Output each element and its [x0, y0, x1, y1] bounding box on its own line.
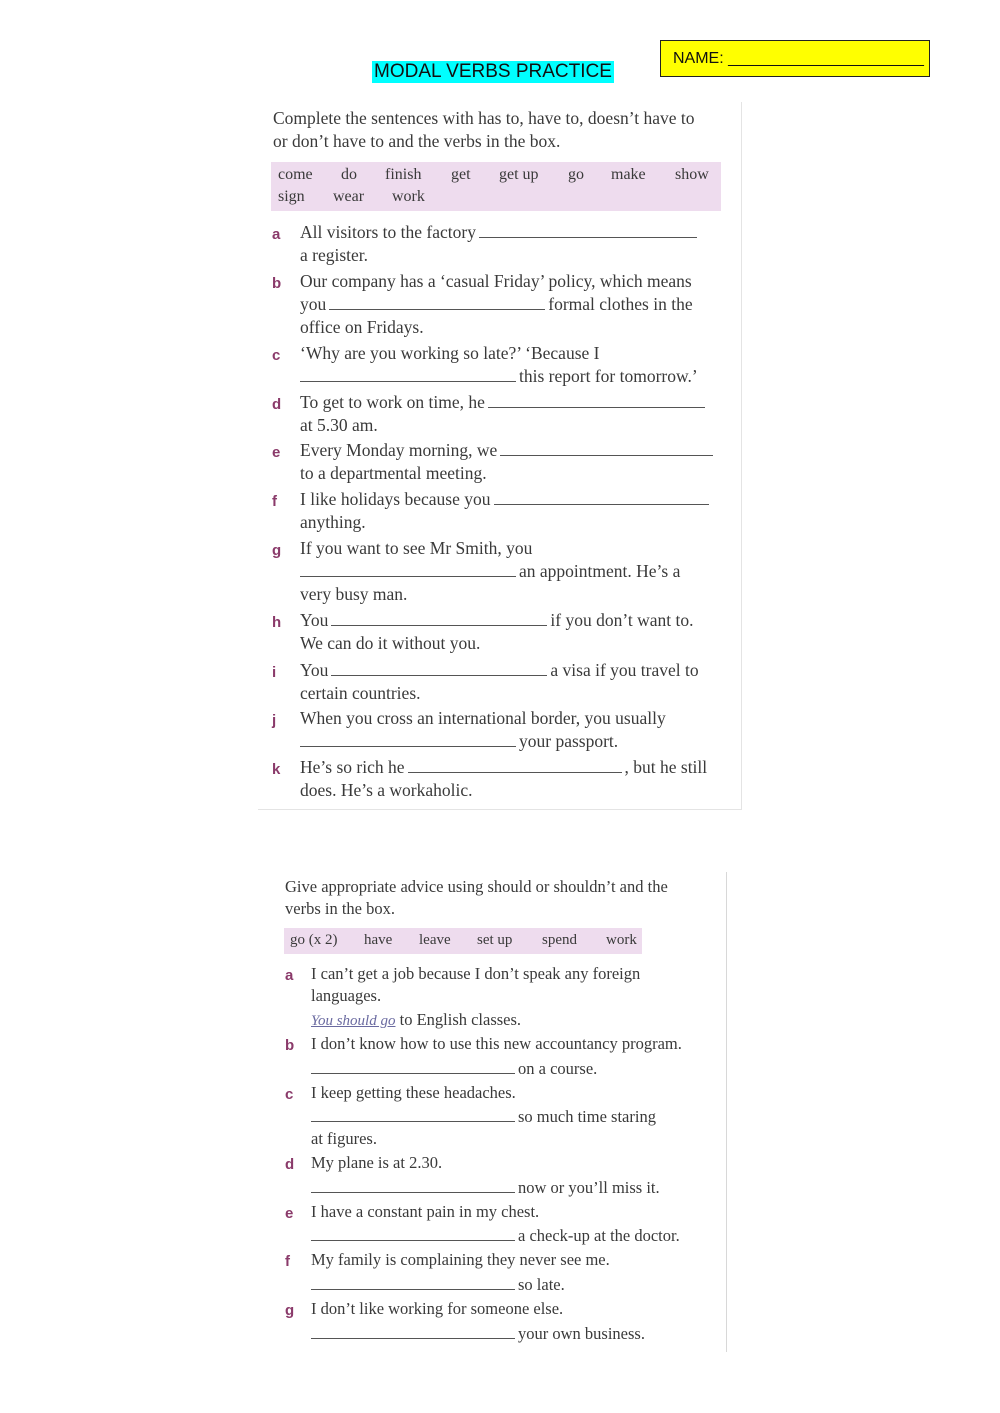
item-line — [300, 440, 716, 461]
item-text: When you cross an international border, you usually — [300, 708, 666, 728]
item-text: so much time staring — [518, 1107, 656, 1126]
answer-blank[interactable] — [300, 562, 516, 577]
item-line — [300, 757, 707, 778]
answer-blank[interactable] — [311, 1275, 515, 1290]
item-text: My family is complaining they never see me. — [311, 1250, 610, 1269]
box-word: work — [392, 188, 425, 205]
item-letter: b — [285, 1037, 295, 1054]
item-text: at 5.30 am. — [300, 415, 378, 435]
item-text: a check-up at the doctor. — [518, 1226, 680, 1245]
item-line — [311, 1275, 565, 1295]
item-text: to English classes. — [399, 1010, 522, 1029]
item-letter: d — [272, 396, 282, 413]
item-text: a register. — [300, 245, 369, 265]
item-text: Our company has a ‘casual Friday’ policy, which means — [300, 271, 692, 291]
box-word: set up — [477, 932, 513, 948]
item-line — [300, 561, 680, 582]
item-text: on a course. — [518, 1059, 598, 1078]
item-letter: f — [272, 493, 277, 510]
item-text: an appointment. He’s a — [519, 561, 681, 581]
item-letter: f — [285, 1253, 290, 1270]
box-word: show — [675, 166, 709, 183]
answer-blank[interactable] — [311, 1226, 515, 1241]
item-text: at figures. — [311, 1129, 377, 1148]
item-line — [300, 222, 700, 243]
answer-blank[interactable] — [311, 1107, 515, 1122]
box-word: leave — [419, 932, 451, 948]
answer-blank[interactable] — [494, 490, 709, 505]
item-line — [311, 1226, 680, 1246]
item-text: now or you’ll miss it. — [518, 1178, 660, 1197]
item-text: your passport. — [519, 731, 619, 751]
item-letter: e — [272, 444, 281, 461]
box-word: sign — [278, 188, 305, 205]
answer-blank[interactable] — [408, 758, 622, 773]
item-text: To get to work on time, he — [300, 392, 485, 412]
answer-blank[interactable] — [500, 441, 713, 456]
item-text: You — [300, 610, 329, 630]
item-letter: d — [285, 1156, 295, 1173]
instruction-line: Give appropriate advice using should or shouldn’t and the — [285, 877, 668, 896]
item-text: You — [300, 660, 329, 680]
item-letter: g — [285, 1302, 295, 1319]
example-answer: You should go — [311, 1013, 396, 1029]
page-title: MODAL VERBS PRACTICE — [374, 61, 612, 82]
item-text: ‘Why are you working so late?’ ‘Because I — [300, 343, 600, 363]
item-text: I have a constant pain in my chest. — [311, 1202, 540, 1221]
item-text: your own business. — [518, 1324, 645, 1343]
name-field[interactable]: NAME: ______________________ — [660, 40, 930, 77]
item-text: , but he still — [624, 757, 708, 777]
answer-blank[interactable] — [479, 223, 697, 238]
box-word: finish — [385, 166, 422, 183]
item-letter: i — [272, 664, 277, 681]
instruction-line: Complete the sentences with has to, have to, doesn’t have to — [273, 108, 695, 128]
item-line — [311, 1059, 597, 1079]
item-line — [311, 1324, 645, 1344]
item-text: I don’t like working for someone else. — [311, 1299, 564, 1318]
box-word: spend — [542, 932, 577, 948]
item-line — [311, 1178, 660, 1198]
item-letter: c — [285, 1086, 294, 1103]
item-text: I can’t get a job because I don’t speak any foreign — [311, 964, 641, 983]
item-text: certain countries. — [300, 683, 421, 703]
item-line — [300, 660, 699, 681]
item-line — [311, 1010, 521, 1030]
exercise-2-instruction — [285, 876, 715, 920]
answer-blank[interactable] — [331, 611, 547, 626]
item-text: He’s so rich he — [300, 757, 405, 777]
item-text: My plane is at 2.30. — [311, 1153, 443, 1172]
item-text: office on Fridays. — [300, 317, 424, 337]
item-text: We can do it without you. — [300, 633, 481, 653]
item-text: formal clothes in the — [548, 294, 693, 314]
item-line — [300, 610, 693, 631]
item-letter: b — [272, 275, 282, 292]
item-text: if you don’t want to. — [550, 610, 694, 630]
item-letter: c — [272, 347, 281, 364]
item-line — [300, 392, 708, 413]
item-text: I keep getting these headaches. — [311, 1083, 516, 1102]
item-text: a visa if you travel to — [550, 660, 699, 680]
instruction-line: verbs in the box. — [285, 899, 395, 918]
item-letter: k — [272, 761, 281, 778]
box-word: get — [451, 166, 471, 183]
item-text: to a departmental meeting. — [300, 463, 487, 483]
item-text: does. He’s a workaholic. — [300, 780, 473, 800]
item-text: you — [300, 294, 327, 314]
item-text: If you want to see Mr Smith, you — [300, 538, 533, 558]
answer-blank[interactable] — [488, 393, 705, 408]
item-text: languages. — [311, 986, 382, 1005]
item-text: this report for tomorrow.’ — [519, 366, 698, 386]
box-word: make — [611, 166, 646, 183]
box-word: go — [568, 166, 584, 183]
item-letter: a — [272, 226, 281, 243]
exercise-2-panel — [274, 872, 727, 1352]
item-text: I don’t know how to use this new accountancy program. — [311, 1034, 682, 1053]
item-text: very busy man. — [300, 584, 408, 604]
item-text: All visitors to the factory — [300, 222, 476, 242]
item-letter: e — [285, 1205, 294, 1222]
answer-blank[interactable] — [300, 367, 516, 382]
item-line — [300, 366, 698, 387]
box-word: go (x 2) — [290, 932, 338, 948]
box-word: come — [278, 166, 313, 183]
box-word: work — [606, 932, 637, 948]
item-text: anything. — [300, 512, 366, 532]
answer-blank[interactable] — [311, 1324, 515, 1339]
instruction-line: or don’t have to and the verbs in the box. — [273, 131, 561, 151]
item-letter: h — [272, 614, 282, 631]
word-box — [284, 928, 642, 954]
exercise-1-instruction — [273, 107, 733, 153]
word-box — [271, 162, 721, 211]
item-letter: g — [272, 542, 282, 559]
answer-blank[interactable] — [311, 1059, 515, 1074]
exercise-1-panel — [258, 102, 742, 810]
box-word: get up — [499, 166, 539, 183]
item-text: I like holidays because you — [300, 489, 491, 509]
item-line — [300, 294, 693, 315]
item-line — [311, 1107, 656, 1127]
item-line — [300, 489, 712, 510]
item-text: Every Monday morning, we — [300, 440, 498, 460]
item-text: so late. — [518, 1275, 565, 1294]
box-word: do — [341, 166, 357, 183]
answer-blank[interactable] — [311, 1178, 515, 1193]
answer-blank[interactable] — [331, 661, 547, 676]
item-letter: j — [272, 712, 277, 729]
item-line — [300, 731, 618, 752]
item-letter: a — [285, 967, 294, 984]
answer-blank[interactable] — [329, 295, 545, 310]
box-word: wear — [333, 188, 365, 205]
box-word: have — [364, 932, 393, 948]
answer-blank[interactable] — [300, 732, 516, 747]
